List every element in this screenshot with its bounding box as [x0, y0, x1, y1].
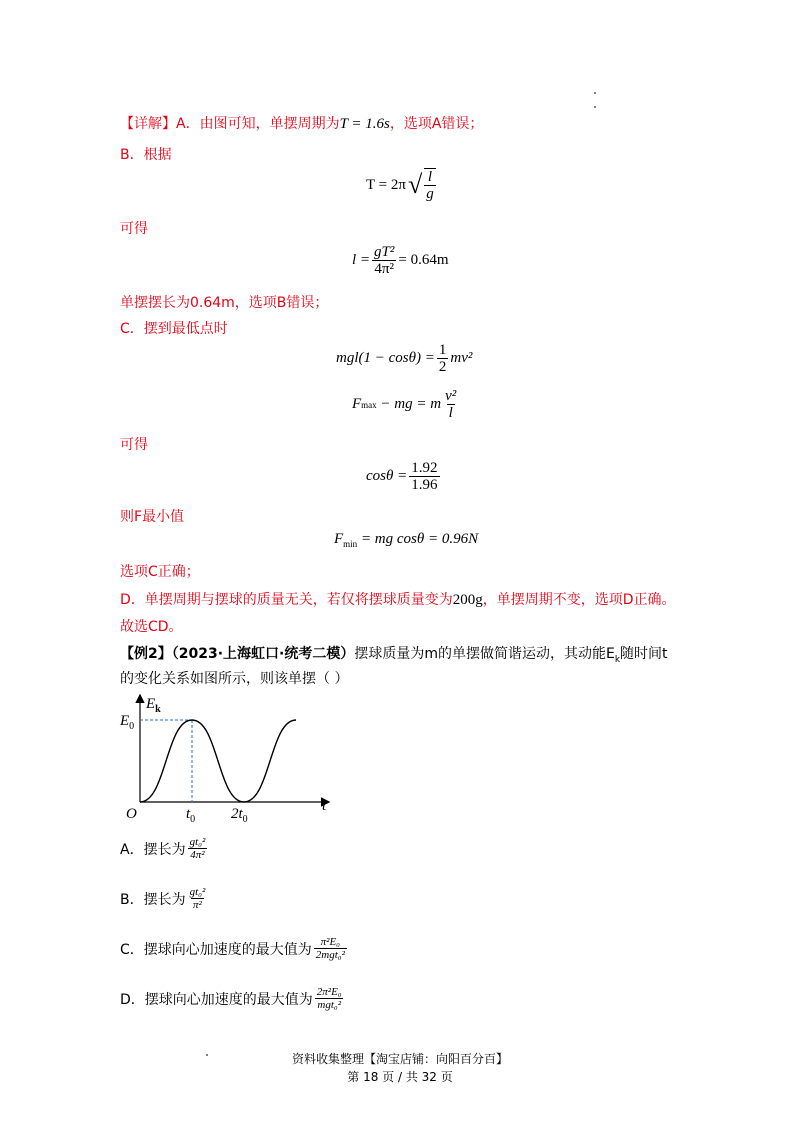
eq2-fraction: [372, 244, 396, 277]
option-b-label: B．摆长为: [120, 891, 186, 908]
eq3-fraction: [437, 342, 449, 375]
equation-force: [352, 388, 460, 421]
equation-fmin: [334, 531, 478, 549]
energy-time-graph: [118, 692, 338, 822]
detail-line-f-min: 则F最小值: [120, 509, 185, 525]
option-c[interactable]: [120, 936, 349, 961]
detail-line-c: C．摆到最低点时: [120, 321, 228, 337]
example-text1-sub: k: [614, 654, 621, 665]
detail-line-b-result: 单摆摆长为0.64m，选项B错误；: [120, 295, 329, 311]
detail-d-suffix: ，单摆周期不变，选项D正确。: [482, 592, 676, 608]
sqrt-icon: √: [407, 170, 423, 199]
detail-line-c-result: 选项C正确；: [120, 564, 200, 580]
option-a[interactable]: [120, 836, 209, 861]
eq2-num: gT²: [374, 244, 395, 260]
option-a-num: gt₀²: [189, 836, 206, 848]
option-b-den: π²: [193, 899, 202, 911]
eq1-num: l: [427, 169, 433, 185]
equation-energy: [336, 342, 472, 375]
eq4-mid: − mg = m: [376, 396, 442, 412]
detail-line-deduce-1: 可得: [120, 221, 148, 237]
eq3-num: 1: [438, 342, 447, 358]
period-value: T = 1.6s: [339, 116, 390, 132]
x-axis-label: t: [322, 798, 327, 814]
corner-dot: [594, 92, 596, 94]
detail-line-deduce-2: 可得: [120, 437, 148, 453]
eq6-lhs: F: [334, 531, 344, 547]
eq4-den: l: [448, 405, 453, 421]
option-a-fraction: [188, 836, 208, 861]
option-d-den: mgt₀²: [317, 999, 342, 1011]
example-tag: 【例2】（2023·上海虹口·统考二模）: [120, 646, 355, 662]
eq3-den: 2: [438, 359, 447, 375]
eq3-lhs: mgl(1 − cosθ) =: [336, 350, 435, 366]
eq3-rhs: mv²: [450, 350, 473, 366]
detail-d-text: D．单摆周期与摆球的质量无关，若仅将摆球质量变为: [120, 592, 453, 608]
mass-value: 200g: [452, 592, 483, 608]
eq2-rhs: = 0.64m: [398, 252, 449, 268]
eq1-lhs: T = 2π: [366, 176, 406, 193]
option-c-fraction: [314, 936, 347, 961]
example-question-line2: 的变化关系如图所示，则该单摆（ ）: [120, 671, 349, 687]
detail-line-a: [120, 114, 483, 134]
eq1-fraction: [424, 168, 436, 202]
y-tick-e0: $E_0$: [120, 713, 135, 732]
example-text1-end: 随时间t: [620, 646, 668, 662]
eq2-den: 4π²: [374, 261, 394, 277]
origin-label: O: [126, 806, 137, 822]
option-a-label: A．摆长为: [120, 841, 186, 858]
equation-period: [366, 168, 438, 202]
option-c-den: 2mgt₀²: [315, 949, 345, 961]
eq5-den: 1.96: [411, 477, 438, 493]
kinetic-energy-curve: [140, 720, 296, 802]
eq5-lhs: cosθ =: [366, 468, 408, 484]
option-b[interactable]: [120, 886, 209, 911]
x-tick-2t0: $2t_0$: [231, 806, 248, 822]
eq4-sub: max: [361, 399, 377, 410]
detail-a-suffix: ，选项A错误；: [389, 116, 484, 132]
option-d-fraction: [315, 986, 344, 1011]
y-axis-label: $E_k$: [146, 696, 161, 715]
eq2-lhs: l =: [352, 252, 371, 268]
detail-line-b: B．根据: [120, 147, 172, 163]
eq5-num: 1.92: [411, 460, 438, 476]
detail-line-d: [120, 590, 676, 610]
example-text1: 摆球质量为m的单摆做简谐运动，其动能E: [354, 646, 615, 662]
footer-source: 资料收集整理【淘宝店铺：向阳百分百】: [291, 1052, 508, 1066]
corner-dot: [594, 106, 596, 108]
option-d-num: 2π²E₀: [316, 986, 342, 998]
eq4-lhs: F: [352, 396, 362, 412]
equation-cos: [366, 460, 442, 493]
page-number: 第 18 页 / 共 32 页: [347, 1070, 453, 1084]
x-tick-t0: $t_0$: [186, 806, 196, 822]
detail-a-text: 【详解】A．由图可知，单摆周期为: [120, 116, 340, 132]
option-a-den: 4π²: [190, 849, 205, 861]
eq5-fraction: [409, 460, 439, 493]
option-c-label: C．摆球向心加速度的最大值为: [120, 941, 312, 958]
eq6-sub: min: [343, 539, 358, 549]
option-d[interactable]: [120, 986, 346, 1011]
example-question-line1: [120, 644, 668, 670]
eq6-rhs: = mg cosθ = 0.96N: [357, 531, 479, 547]
option-b-num: gt₀²: [189, 886, 206, 898]
eq1-den: g: [426, 186, 434, 202]
option-d-label: D．摆球向心加速度的最大值为: [120, 991, 313, 1008]
eq4-fraction: [443, 388, 458, 421]
detail-line-answer: 故选CD。: [120, 619, 183, 635]
option-c-num: π²E₀: [320, 936, 341, 948]
eq4-num: v²: [445, 388, 457, 404]
equation-length: [352, 244, 449, 277]
option-b-fraction: [188, 886, 208, 911]
